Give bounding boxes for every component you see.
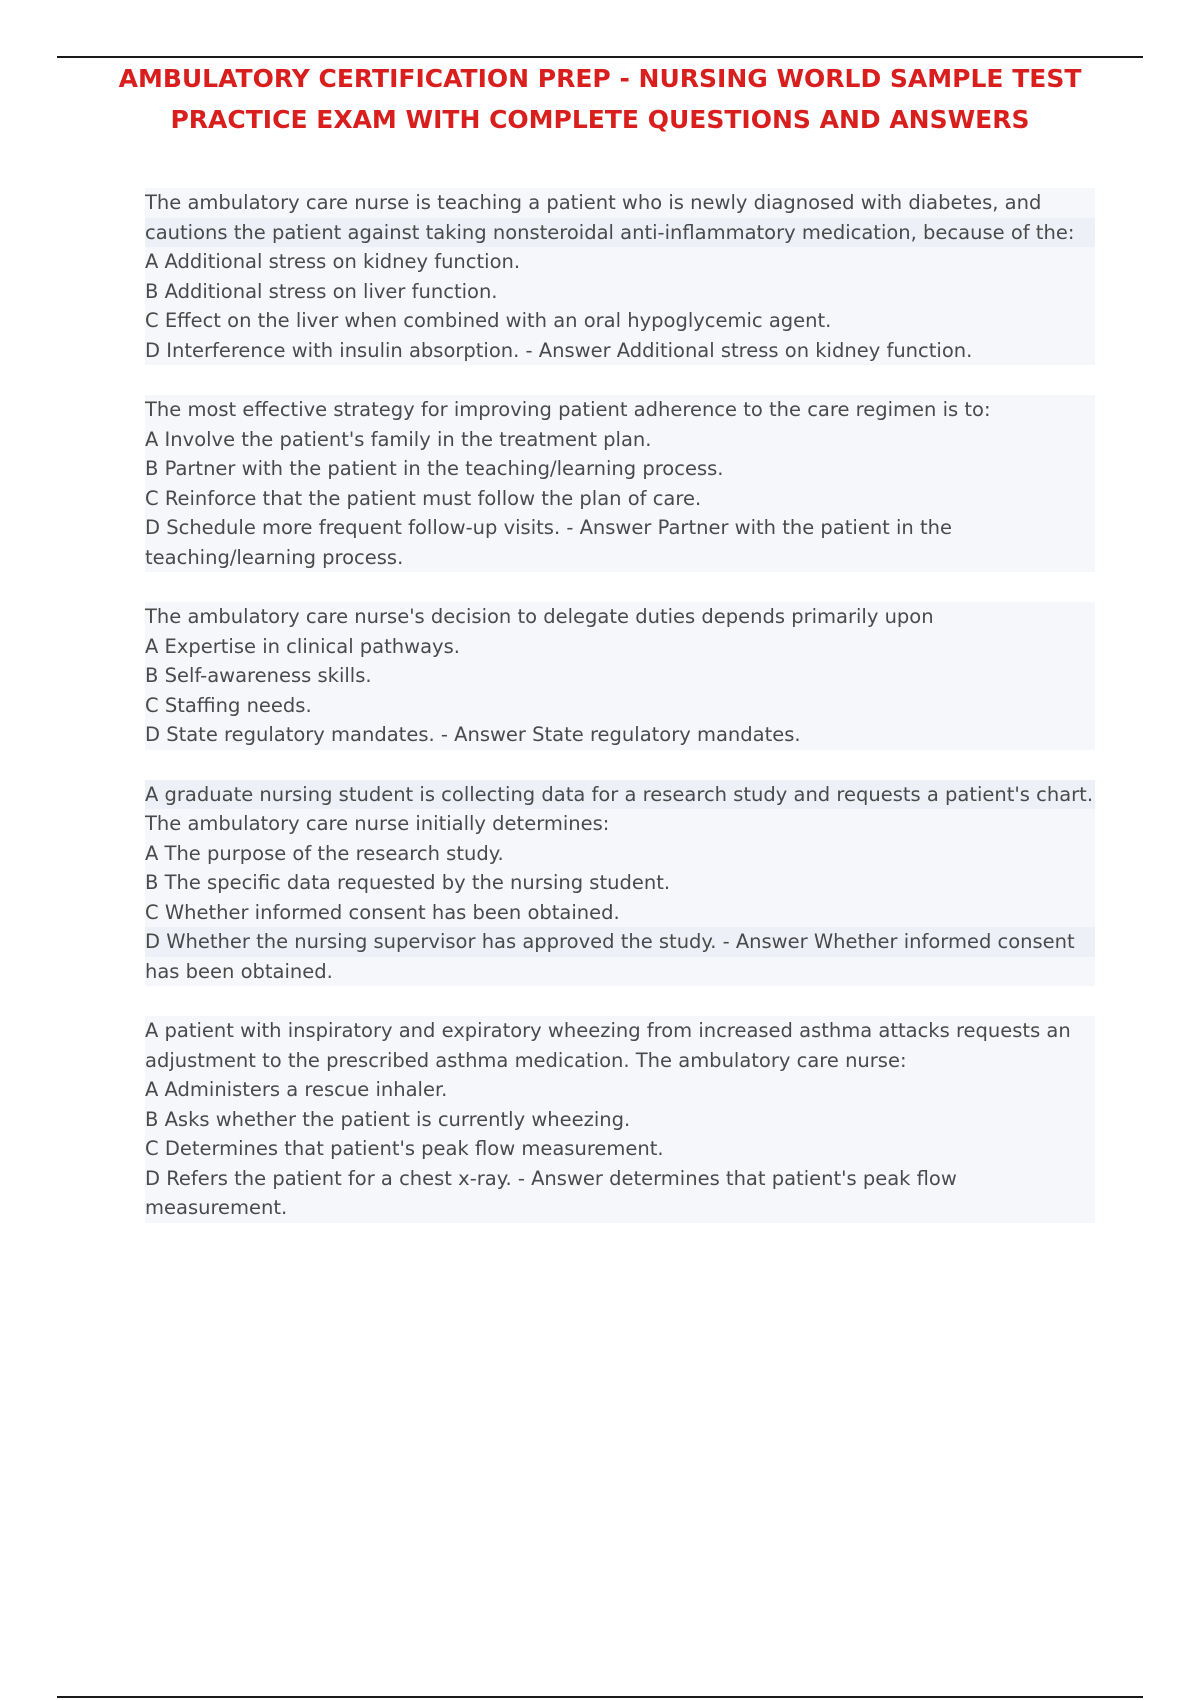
document-body xyxy=(145,188,1095,1253)
answer-continuation: teaching/learning process. xyxy=(145,543,1095,573)
question-stem: The most effective strategy for improving patient adherence to the care regimen is to: xyxy=(145,395,1095,425)
option-a: A Administers a rescue inhaler. xyxy=(145,1075,1095,1105)
answer-continuation: has been obtained. xyxy=(145,957,1095,987)
answer-continuation: measurement. xyxy=(145,1193,1095,1223)
option-c: C Reinforce that the patient must follow the plan of care. xyxy=(145,484,1095,514)
question-stem: cautions the patient against taking nonsteroidal anti-inflammatory medication, because of the: xyxy=(145,218,1095,248)
option-c: C Whether informed consent has been obtained. xyxy=(145,898,1095,928)
question-block xyxy=(145,1016,1095,1223)
option-d-answer: D Whether the nursing supervisor has approved the study. - Answer Whether informed consent xyxy=(145,927,1095,957)
option-d-answer: D State regulatory mandates. - Answer State regulatory mandates. xyxy=(145,720,1095,750)
option-a: A Additional stress on kidney function. xyxy=(145,247,1095,277)
question-block xyxy=(145,395,1095,572)
option-b: B The specific data requested by the nursing student. xyxy=(145,868,1095,898)
option-a: A Expertise in clinical pathways. xyxy=(145,632,1095,662)
title-line: AMBULATORY CERTIFICATION PREP - NURSING WORLD SAMPLE TEST xyxy=(118,64,1082,93)
question-stem: A patient with inspiratory and expiratory wheezing from increased asthma attacks requests an xyxy=(145,1016,1095,1046)
option-d-answer: D Refers the patient for a chest x-ray. - Answer determines that patient's peak flow xyxy=(145,1164,1095,1194)
question-block xyxy=(145,602,1095,750)
option-d-answer: D Interference with insulin absorption. - Answer Additional stress on kidney function. xyxy=(145,336,1095,366)
option-c: C Effect on the liver when combined with an oral hypoglycemic agent. xyxy=(145,306,1095,336)
option-a: A Involve the patient's family in the treatment plan. xyxy=(145,425,1095,455)
question-stem: A graduate nursing student is collecting data for a research study and requests a patient's chart. xyxy=(145,780,1095,810)
option-b: B Additional stress on liver function. xyxy=(145,277,1095,307)
question-stem: The ambulatory care nurse is teaching a patient who is newly diagnosed with diabetes, and xyxy=(145,188,1095,218)
option-b: B Self-awareness skills. xyxy=(145,661,1095,691)
option-a: A The purpose of the research study. xyxy=(145,839,1095,869)
document-title xyxy=(100,58,1100,140)
option-d-answer: D Schedule more frequent follow-up visits. - Answer Partner with the patient in the xyxy=(145,513,1095,543)
question-stem: adjustment to the prescribed asthma medication. The ambulatory care nurse: xyxy=(145,1046,1095,1076)
option-c: C Determines that patient's peak flow measurement. xyxy=(145,1134,1095,1164)
question-stem: The ambulatory care nurse initially determines: xyxy=(145,809,1095,839)
question-block xyxy=(145,780,1095,987)
option-b: B Partner with the patient in the teaching/learning process. xyxy=(145,454,1095,484)
question-block xyxy=(145,188,1095,365)
option-c: C Staffing needs. xyxy=(145,691,1095,721)
bottom-divider xyxy=(57,1696,1143,1698)
question-stem: The ambulatory care nurse's decision to delegate duties depends primarily upon xyxy=(145,602,1095,632)
title-line: PRACTICE EXAM WITH COMPLETE QUESTIONS AND ANSWERS xyxy=(170,105,1030,134)
option-b: B Asks whether the patient is currently wheezing. xyxy=(145,1105,1095,1135)
